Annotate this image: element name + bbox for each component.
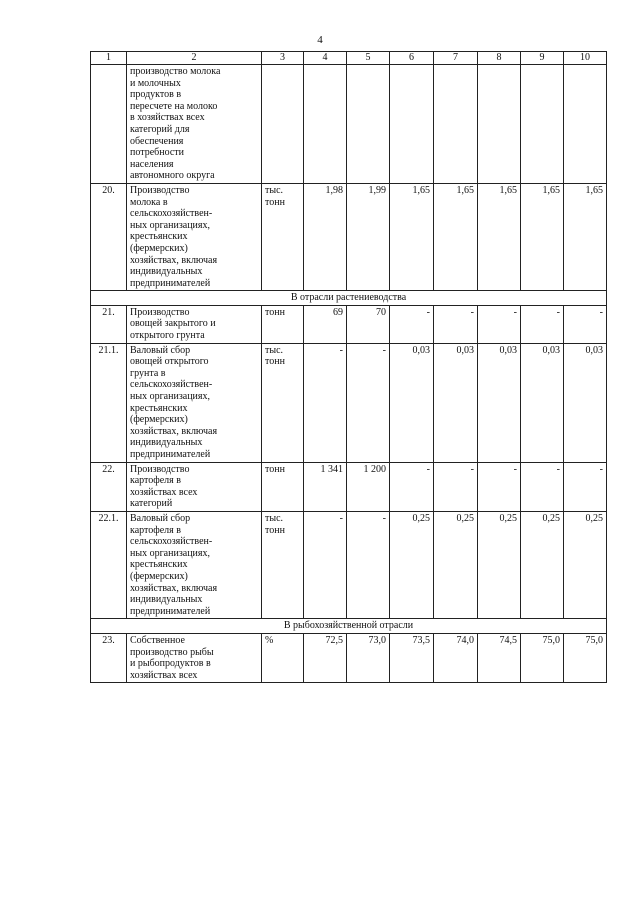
column-header: 2 [127, 52, 262, 65]
value-cell: 0,25 [521, 511, 564, 618]
value-cell [390, 65, 434, 184]
value-cell: 1 341 [304, 462, 347, 511]
value-cell: 74,5 [478, 633, 521, 682]
indicator-name-cell [127, 633, 262, 682]
value-cell: - [478, 305, 521, 343]
value-cell: - [521, 462, 564, 511]
indicator-name: Производство овощей закрытого и открытого грунта [130, 306, 216, 342]
indicator-name: Производство картофеля в хозяйствах всех категорий [130, 463, 198, 510]
indicator-name-cell [127, 343, 262, 462]
unit-cell [262, 633, 304, 682]
value-cell [478, 65, 521, 184]
value-cell: 1,65 [390, 183, 434, 290]
value-cell [304, 65, 347, 184]
value-cell: - [390, 462, 434, 511]
value-cell: 0,25 [434, 511, 478, 618]
table-row [91, 633, 607, 682]
value-cell: 73,5 [390, 633, 434, 682]
value-cell: - [564, 305, 607, 343]
value-cell: 0,25 [390, 511, 434, 618]
value-cell [434, 65, 478, 184]
table-row [91, 343, 607, 462]
indicator-name: Собственное производство рыбы и рыбопродуктов в хозяйствах всех [130, 634, 214, 681]
value-cell: - [564, 462, 607, 511]
indicator-name: Валовый сбор картофеля в сельскохозяйствен- ных организациях, крестьянских (фермерских) хозяйствах, включая индивидуальных предпринимателей [130, 512, 218, 617]
unit-cell [262, 65, 304, 184]
unit-cell [262, 511, 304, 618]
table-body [91, 65, 607, 683]
column-header: 10 [564, 52, 607, 65]
value-cell: - [347, 343, 390, 462]
table-row [91, 462, 607, 511]
unit: тонн [265, 463, 285, 475]
indicator-name-cell [127, 511, 262, 618]
value-cell [564, 65, 607, 184]
column-header: 4 [304, 52, 347, 65]
value-cell: 72,5 [304, 633, 347, 682]
unit-cell [262, 183, 304, 290]
column-header: 6 [390, 52, 434, 65]
unit-cell [262, 305, 304, 343]
header-row [91, 52, 607, 65]
value-cell: - [304, 343, 347, 462]
value-cell: - [390, 305, 434, 343]
value-cell: 0,03 [521, 343, 564, 462]
value-cell: 0,03 [390, 343, 434, 462]
table-row [91, 183, 607, 290]
table-row [91, 65, 607, 184]
value-cell: 1,65 [521, 183, 564, 290]
column-header: 8 [478, 52, 521, 65]
value-cell: - [434, 462, 478, 511]
value-cell: 1,65 [478, 183, 521, 290]
table-row [91, 305, 607, 343]
unit-cell [262, 343, 304, 462]
row-number: 23. [91, 633, 127, 682]
value-cell: - [521, 305, 564, 343]
value-cell: 1,98 [304, 183, 347, 290]
unit: тонн [265, 306, 285, 318]
section-heading: В отрасли растениеводства [91, 291, 607, 306]
value-cell: 1 200 [347, 462, 390, 511]
table-row [91, 511, 607, 618]
column-header: 9 [521, 52, 564, 65]
row-number: 21. [91, 305, 127, 343]
value-cell: 1,65 [434, 183, 478, 290]
unit: тыс. тонн [265, 344, 285, 368]
value-cell: 70 [347, 305, 390, 343]
value-cell: 0,03 [564, 343, 607, 462]
value-cell: 73,0 [347, 633, 390, 682]
value-cell [347, 65, 390, 184]
row-number: 22. [91, 462, 127, 511]
value-cell: 69 [304, 305, 347, 343]
indicator-name: Валовый сбор овощей открытого грунта в сельскохозяйствен- ных организациях, крестьянских (фермерских) хозяйствах, включая индивидуальных предпринимателей [130, 344, 218, 460]
value-cell: 0,25 [564, 511, 607, 618]
value-cell: 74,0 [434, 633, 478, 682]
row-number: 22.1. [91, 511, 127, 618]
row-number: 21.1. [91, 343, 127, 462]
section-row [91, 291, 607, 306]
page-number: 4 [317, 34, 323, 46]
column-header: 5 [347, 52, 390, 65]
unit: % [265, 634, 274, 646]
indicator-name: производство молока и молочных продуктов в пересчете на молоко в хозяйствах всех категорий для обеспечения потребности населения автономного округа [130, 66, 221, 182]
indicator-name-cell [127, 65, 262, 184]
value-cell: 75,0 [564, 633, 607, 682]
value-cell: 0,25 [478, 511, 521, 618]
unit: тыс. тонн [265, 512, 285, 536]
value-cell [521, 65, 564, 184]
indicator-name: Производство молока в сельскохозяйствен- ных организациях, крестьянских (фермерских) хозяйствах, включая индивидуальных предпринимателей [130, 184, 218, 289]
value-cell: - [478, 462, 521, 511]
indicator-name-cell [127, 305, 262, 343]
value-cell: 0,03 [478, 343, 521, 462]
value-cell: 0,03 [434, 343, 478, 462]
column-header: 1 [91, 52, 127, 65]
indicator-name-cell [127, 183, 262, 290]
row-number [91, 65, 127, 184]
section-heading: В рыбохозяйственной отрасли [91, 619, 607, 634]
indicator-name-cell [127, 462, 262, 511]
value-cell: 1,99 [347, 183, 390, 290]
value-cell: - [347, 511, 390, 618]
value-cell: - [434, 305, 478, 343]
value-cell: 75,0 [521, 633, 564, 682]
section-row [91, 619, 607, 634]
value-cell: 1,65 [564, 183, 607, 290]
unit-cell [262, 462, 304, 511]
indicators-table [90, 51, 607, 683]
column-header: 3 [262, 52, 304, 65]
value-cell: - [304, 511, 347, 618]
row-number: 20. [91, 183, 127, 290]
unit: тыс. тонн [265, 184, 285, 208]
column-header: 7 [434, 52, 478, 65]
